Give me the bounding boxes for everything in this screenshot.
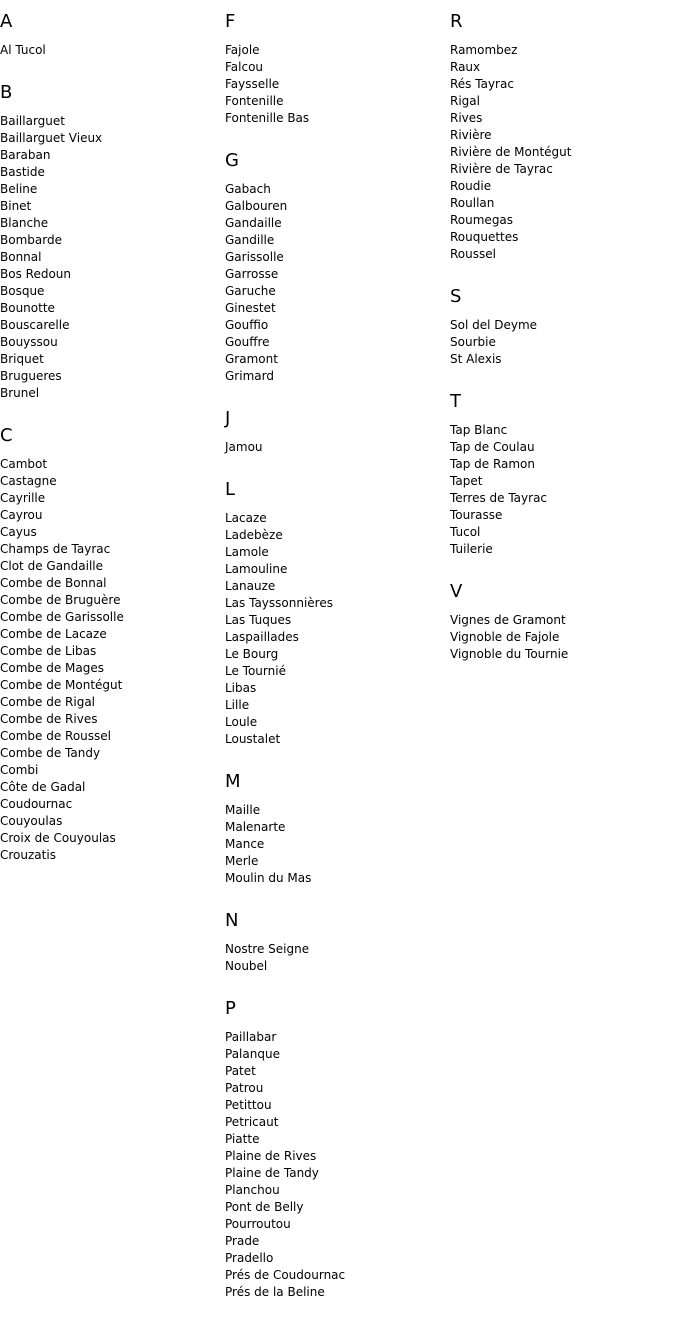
place-link-castagne[interactable]: Castagne xyxy=(0,474,57,488)
place-link-tucol[interactable]: Tucol xyxy=(450,525,481,539)
place-link-croix-de-couyoulas[interactable]: Croix de Couyoulas xyxy=(0,831,116,845)
place-list xyxy=(450,317,675,368)
place-link-tap-de-coulau[interactable]: Tap de Coulau xyxy=(450,440,535,454)
place-list xyxy=(450,612,675,663)
place-link-vignoble-de-fajole[interactable]: Vignoble de Fajole xyxy=(450,630,560,644)
letter-heading: A xyxy=(0,11,13,32)
place-link-combe-de-rigal[interactable]: Combe de Rigal xyxy=(0,695,96,709)
place-link-piatte[interactable]: Piatte xyxy=(225,1132,260,1146)
place-link-garuche[interactable]: Garuche xyxy=(225,284,276,298)
letter-heading: F xyxy=(225,11,236,32)
place-link-riviere-de-montegut[interactable]: Rivière de Montégut xyxy=(450,145,572,159)
place-link-loustalet[interactable]: Loustalet xyxy=(225,732,281,746)
place-link-loule[interactable]: Loule xyxy=(225,715,258,729)
place-link-rigal[interactable]: Rigal xyxy=(450,94,480,108)
place-link-falcou[interactable]: Falcou xyxy=(225,60,264,74)
place-link-binet[interactable]: Binet xyxy=(0,199,32,213)
index-column-3 xyxy=(450,12,675,663)
place-link-moulin-du-mas[interactable]: Moulin du Mas xyxy=(225,871,312,885)
place-link-cote-de-gadal[interactable]: Côte de Gadal xyxy=(0,780,86,794)
section-gap xyxy=(0,402,225,426)
place-link-cambot[interactable]: Cambot xyxy=(0,457,48,471)
place-link-gouffre[interactable]: Gouffre xyxy=(225,335,270,349)
place-link-res-tayrac[interactable]: Rés Tayrac xyxy=(450,77,514,91)
place-link-patet[interactable]: Patet xyxy=(225,1064,256,1078)
place-link-las-tuques[interactable]: Las Tuques xyxy=(225,613,292,627)
letter-section-s xyxy=(450,287,675,368)
section-gap xyxy=(225,127,450,151)
place-link-planchou[interactable]: Planchou xyxy=(225,1183,280,1197)
place-link-lamouline[interactable]: Lamouline xyxy=(225,562,288,576)
place-link-combe-de-montegut[interactable]: Combe de Montégut xyxy=(0,678,123,692)
place-link-las-tayssonnieres[interactable]: Las Tayssonnières xyxy=(225,596,333,610)
place-link-bastide[interactable]: Bastide xyxy=(0,165,45,179)
place-link-combe-de-tandy[interactable]: Combe de Tandy xyxy=(0,746,101,760)
place-link-combe-de-rives[interactable]: Combe de Rives xyxy=(0,712,98,726)
place-link-combe-de-bruguere[interactable]: Combe de Bruguère xyxy=(0,593,121,607)
place-list xyxy=(225,802,450,887)
section-gap xyxy=(225,748,450,772)
place-list xyxy=(450,42,675,263)
letter-section-l xyxy=(225,480,450,748)
place-link-mance[interactable]: Mance xyxy=(225,837,265,851)
letter-section-a xyxy=(0,12,225,59)
place-link-tourasse[interactable]: Tourasse xyxy=(450,508,503,522)
place-link-tuilerie[interactable]: Tuilerie xyxy=(450,542,493,556)
letter-section-v xyxy=(450,582,675,663)
place-list xyxy=(225,42,450,127)
place-link-le-bourg[interactable]: Le Bourg xyxy=(225,647,279,661)
place-link-garissolle[interactable]: Garissolle xyxy=(225,250,284,264)
place-link-gabach[interactable]: Gabach xyxy=(225,182,271,196)
place-list xyxy=(225,510,450,748)
place-link-roullan[interactable]: Roullan xyxy=(450,196,495,210)
letter-heading: V xyxy=(450,581,463,602)
place-link-baraban[interactable]: Baraban xyxy=(0,148,51,162)
letter-heading: L xyxy=(225,479,236,500)
place-list xyxy=(225,941,450,975)
place-link-pradello[interactable]: Pradello xyxy=(225,1251,274,1265)
place-link-galbouren[interactable]: Galbouren xyxy=(225,199,288,213)
place-link-riviere-de-tayrac[interactable]: Rivière de Tayrac xyxy=(450,162,553,176)
place-link-roumegas[interactable]: Roumegas xyxy=(450,213,514,227)
letter-heading: M xyxy=(225,771,241,792)
place-link-sol-del-deyme[interactable]: Sol del Deyme xyxy=(450,318,538,332)
place-list xyxy=(0,42,225,59)
letter-section-c xyxy=(0,426,225,864)
place-list xyxy=(0,113,225,402)
place-link-combe-de-garissolle[interactable]: Combe de Garissolle xyxy=(0,610,124,624)
place-link-beline[interactable]: Beline xyxy=(0,182,38,196)
place-link-lacaze[interactable]: Lacaze xyxy=(225,511,267,525)
letter-section-j xyxy=(225,409,450,456)
place-link-petittou[interactable]: Petittou xyxy=(225,1098,272,1112)
place-list xyxy=(0,456,225,864)
place-link-lamole[interactable]: Lamole xyxy=(225,545,269,559)
letter-heading: P xyxy=(225,998,236,1019)
place-link-maille[interactable]: Maille xyxy=(225,803,261,817)
place-link-jamou[interactable]: Jamou xyxy=(225,440,263,454)
place-link-tap-de-ramon[interactable]: Tap de Ramon xyxy=(450,457,536,471)
section-gap xyxy=(225,385,450,409)
place-link-palanque[interactable]: Palanque xyxy=(225,1047,280,1061)
place-link-vignoble-du-tournie[interactable]: Vignoble du Tournie xyxy=(450,647,569,661)
place-link-gramont[interactable]: Gramont xyxy=(225,352,278,366)
letter-section-p xyxy=(225,999,450,1301)
place-link-raux[interactable]: Raux xyxy=(450,60,481,74)
place-link-petricaut[interactable]: Petricaut xyxy=(225,1115,279,1129)
place-link-garrosse[interactable]: Garrosse xyxy=(225,267,279,281)
place-link-bonnal[interactable]: Bonnal xyxy=(0,250,42,264)
place-link-ginestet[interactable]: Ginestet xyxy=(225,301,276,315)
section-gap xyxy=(225,456,450,480)
place-link-pourroutou[interactable]: Pourroutou xyxy=(225,1217,291,1231)
place-link-combe-de-bonnal[interactable]: Combe de Bonnal xyxy=(0,576,107,590)
place-link-libas[interactable]: Libas xyxy=(225,681,257,695)
place-link-gandaille[interactable]: Gandaille xyxy=(225,216,282,230)
place-link-gouffio[interactable]: Gouffio xyxy=(225,318,269,332)
place-link-fajole[interactable]: Fajole xyxy=(225,43,260,57)
place-link-cayrou[interactable]: Cayrou xyxy=(0,508,43,522)
letter-heading: J xyxy=(225,408,231,429)
place-link-rives[interactable]: Rives xyxy=(450,111,483,125)
index-column-1 xyxy=(0,12,225,864)
place-link-malenarte[interactable]: Malenarte xyxy=(225,820,286,834)
place-link-pres-de-la-beline[interactable]: Prés de la Beline xyxy=(225,1285,325,1299)
letter-section-r xyxy=(450,12,675,263)
place-link-bouscarelle[interactable]: Bouscarelle xyxy=(0,318,70,332)
place-link-brugueres[interactable]: Brugueres xyxy=(0,369,62,383)
place-list xyxy=(225,1029,450,1301)
place-link-cayrille[interactable]: Cayrille xyxy=(0,491,46,505)
section-gap xyxy=(450,263,675,287)
letter-heading: C xyxy=(0,425,13,446)
place-link-le-tournie[interactable]: Le Tournié xyxy=(225,664,286,678)
letter-section-g xyxy=(225,151,450,385)
place-link-combe-de-lacaze[interactable]: Combe de Lacaze xyxy=(0,627,107,641)
letter-heading: R xyxy=(450,11,463,32)
place-link-prade[interactable]: Prade xyxy=(225,1234,260,1248)
place-link-sourbie[interactable]: Sourbie xyxy=(450,335,496,349)
place-link-pres-de-coudournac[interactable]: Prés de Coudournac xyxy=(225,1268,346,1282)
letter-heading: G xyxy=(225,150,239,171)
place-link-faysselle[interactable]: Faysselle xyxy=(225,77,280,91)
section-gap xyxy=(225,975,450,999)
place-link-fontenille[interactable]: Fontenille xyxy=(225,94,284,108)
letter-heading: S xyxy=(450,286,462,307)
place-link-ramombez[interactable]: Ramombez xyxy=(450,43,518,57)
place-link-baillarguet[interactable]: Baillarguet xyxy=(0,114,65,128)
place-link-gandille[interactable]: Gandille xyxy=(225,233,275,247)
place-link-champs-de-tayrac[interactable]: Champs de Tayrac xyxy=(0,542,111,556)
letter-heading: N xyxy=(225,910,239,931)
place-link-cayus[interactable]: Cayus xyxy=(0,525,37,539)
letter-section-t xyxy=(450,392,675,558)
letter-section-b xyxy=(0,83,225,402)
index-column-2 xyxy=(225,12,450,1301)
section-gap xyxy=(225,887,450,911)
place-link-combe-de-libas[interactable]: Combe de Libas xyxy=(0,644,97,658)
place-link-nostre-seigne[interactable]: Nostre Seigne xyxy=(225,942,310,956)
letter-section-f xyxy=(225,12,450,127)
place-link-brunel[interactable]: Brunel xyxy=(0,386,40,400)
place-link-lille[interactable]: Lille xyxy=(225,698,250,712)
place-link-roudie[interactable]: Roudie xyxy=(450,179,492,193)
place-link-vignes-de-gramont[interactable]: Vignes de Gramont xyxy=(450,613,566,627)
place-link-grimard[interactable]: Grimard xyxy=(225,369,274,383)
letter-section-n xyxy=(225,911,450,975)
section-gap xyxy=(450,558,675,582)
place-link-bouyssou[interactable]: Bouyssou xyxy=(0,335,58,349)
place-link-coudournac[interactable]: Coudournac xyxy=(0,797,73,811)
place-link-st-alexis[interactable]: St Alexis xyxy=(450,352,502,366)
place-link-riviere[interactable]: Rivière xyxy=(450,128,492,142)
place-link-ladebeze[interactable]: Ladebèze xyxy=(225,528,283,542)
place-link-al-tucol[interactable]: Al Tucol xyxy=(0,43,46,57)
place-link-noubel[interactable]: Noubel xyxy=(225,959,268,973)
place-link-pont-de-belly[interactable]: Pont de Belly xyxy=(225,1200,304,1214)
place-link-patrou[interactable]: Patrou xyxy=(225,1081,264,1095)
place-link-merle[interactable]: Merle xyxy=(225,854,259,868)
place-link-briquet[interactable]: Briquet xyxy=(0,352,44,366)
place-link-lanauze[interactable]: Lanauze xyxy=(225,579,276,593)
place-list xyxy=(225,181,450,385)
letter-heading: B xyxy=(0,82,13,103)
place-link-tapet[interactable]: Tapet xyxy=(450,474,483,488)
place-link-combi[interactable]: Combi xyxy=(0,763,39,777)
section-gap xyxy=(450,368,675,392)
place-link-bosque[interactable]: Bosque xyxy=(0,284,45,298)
place-link-laspaillades[interactable]: Laspaillades xyxy=(225,630,299,644)
place-list xyxy=(225,439,450,456)
place-link-bounotte[interactable]: Bounotte xyxy=(0,301,55,315)
place-link-fontenille-bas[interactable]: Fontenille Bas xyxy=(225,111,310,125)
place-link-crouzatis[interactable]: Crouzatis xyxy=(0,848,56,862)
letter-section-m xyxy=(225,772,450,887)
place-link-roussel[interactable]: Roussel xyxy=(450,247,496,261)
place-link-plaine-de-rives[interactable]: Plaine de Rives xyxy=(225,1149,317,1163)
place-link-blanche[interactable]: Blanche xyxy=(0,216,49,230)
place-link-couyoulas[interactable]: Couyoulas xyxy=(0,814,63,828)
place-link-tap-blanc[interactable]: Tap Blanc xyxy=(450,423,508,437)
place-link-bos-redoun[interactable]: Bos Redoun xyxy=(0,267,71,281)
letter-heading: T xyxy=(450,391,461,412)
place-link-bombarde[interactable]: Bombarde xyxy=(0,233,62,247)
place-link-paillabar[interactable]: Paillabar xyxy=(225,1030,277,1044)
place-link-combe-de-mages[interactable]: Combe de Mages xyxy=(0,661,104,675)
place-link-combe-de-roussel[interactable]: Combe de Roussel xyxy=(0,729,112,743)
place-link-terres-de-tayrac[interactable]: Terres de Tayrac xyxy=(450,491,548,505)
section-gap xyxy=(0,59,225,83)
place-link-plaine-de-tandy[interactable]: Plaine de Tandy xyxy=(225,1166,319,1180)
place-link-baillarguet-vieux[interactable]: Baillarguet Vieux xyxy=(0,131,103,145)
place-list xyxy=(450,422,675,558)
place-link-clot-de-gandaille[interactable]: Clot de Gandaille xyxy=(0,559,104,573)
place-link-rouquettes[interactable]: Rouquettes xyxy=(450,230,519,244)
